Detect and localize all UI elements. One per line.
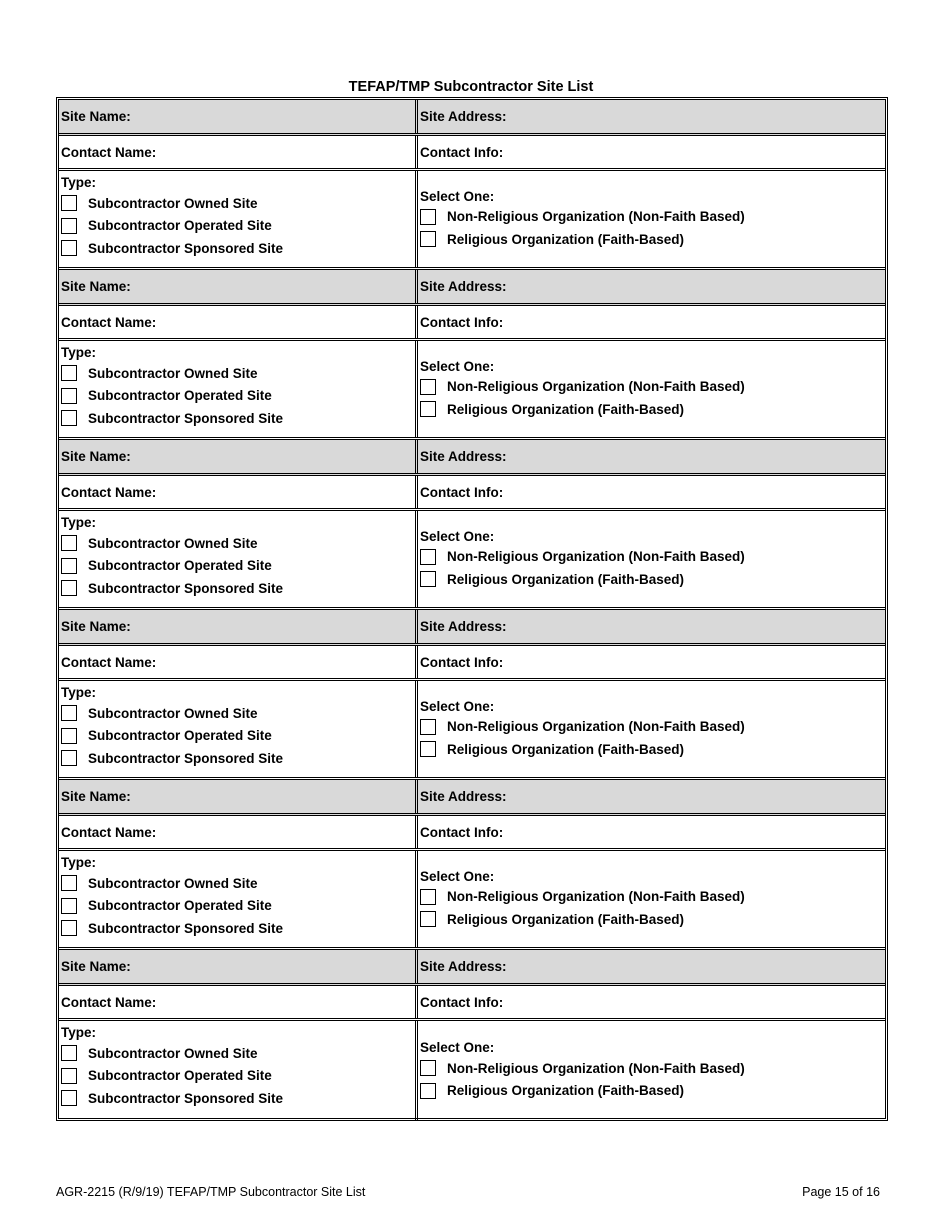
contact-name-field[interactable]: [59, 306, 418, 338]
contact-row: [59, 986, 885, 1021]
contact-row: [59, 646, 885, 681]
site-address-label: Site Address:: [420, 279, 507, 294]
owned-site-label: Subcontractor Owned Site: [88, 705, 258, 721]
organization-group: [418, 171, 885, 267]
site-name-field[interactable]: [59, 100, 418, 133]
type-row: [59, 511, 885, 610]
owned-site-checkbox[interactable]: [61, 705, 77, 721]
non-religious-label: Non-Religious Organization (Non-Faith Based): [447, 889, 745, 905]
site-entry: [59, 610, 885, 780]
organization-group: [418, 1021, 885, 1120]
sponsored-site-label: Subcontractor Sponsored Site: [88, 240, 284, 256]
contact-info-field[interactable]: [418, 816, 885, 848]
org-option-non-religious[interactable]: [420, 886, 883, 909]
contact-name-field[interactable]: [59, 816, 418, 848]
type-row: [59, 171, 885, 270]
footer-form-id: AGR-2215 (R/9/19) TEFAP/TMP Subcontractor Site List: [56, 1185, 366, 1199]
type-option-operated[interactable]: [61, 895, 413, 918]
contact-name-field[interactable]: [59, 986, 418, 1018]
sponsored-site-label: Subcontractor Sponsored Site: [88, 750, 284, 766]
org-option-religious[interactable]: [420, 738, 883, 761]
type-option-operated[interactable]: [61, 725, 413, 748]
operated-site-checkbox[interactable]: [61, 388, 77, 404]
site-name-label: Site Name:: [61, 449, 131, 464]
non-religious-checkbox[interactable]: [420, 889, 436, 905]
site-name-label: Site Name:: [61, 959, 131, 974]
type-group: [59, 341, 418, 437]
type-option-sponsored[interactable]: [61, 237, 413, 260]
site-name-field[interactable]: [59, 440, 418, 473]
select-one-label: Select One:: [420, 698, 495, 714]
contact-name-label: Contact Name:: [61, 144, 157, 160]
contact-info-field[interactable]: [418, 646, 885, 678]
type-group: [59, 171, 418, 267]
contact-name-label: Contact Name:: [61, 314, 157, 330]
site-entry: [59, 440, 885, 610]
site-address-label: Site Address:: [420, 789, 507, 804]
type-option-owned[interactable]: [61, 702, 413, 725]
non-religious-label: Non-Religious Organization (Non-Faith Based): [447, 1060, 745, 1076]
site-address-label: Site Address:: [420, 109, 507, 124]
contact-info-label: Contact Info:: [420, 994, 504, 1010]
select-one-label: Select One:: [420, 358, 495, 374]
sponsored-site-label: Subcontractor Sponsored Site: [88, 920, 284, 936]
religious-label: Religious Organization (Faith-Based): [447, 1083, 685, 1099]
type-label: Type:: [61, 685, 97, 700]
type-option-operated[interactable]: [61, 555, 413, 578]
type-option-owned[interactable]: [61, 1042, 413, 1065]
operated-site-label: Subcontractor Operated Site: [88, 388, 272, 404]
non-religious-label: Non-Religious Organization (Non-Faith Based): [447, 719, 745, 735]
site-header-row: [59, 100, 885, 136]
contact-name-label: Contact Name:: [61, 484, 157, 500]
site-entry: [59, 950, 885, 1120]
non-religious-checkbox[interactable]: [420, 209, 436, 225]
site-name-field[interactable]: [59, 780, 418, 813]
type-option-operated[interactable]: [61, 385, 413, 408]
operated-site-checkbox[interactable]: [61, 728, 77, 744]
contact-info-field[interactable]: [418, 136, 885, 168]
religious-label: Religious Organization (Faith-Based): [447, 231, 685, 247]
org-option-religious[interactable]: [420, 1080, 883, 1103]
site-entry: [59, 780, 885, 950]
site-address-field[interactable]: [418, 270, 885, 303]
type-group: [59, 1021, 418, 1120]
organization-group: [418, 341, 885, 437]
site-name-label: Site Name:: [61, 789, 131, 804]
organization-group: [418, 681, 885, 777]
owned-site-checkbox[interactable]: [61, 365, 77, 381]
site-header-row: [59, 780, 885, 816]
operated-site-checkbox[interactable]: [61, 558, 77, 574]
contact-info-field[interactable]: [418, 306, 885, 338]
site-header-row: [59, 440, 885, 476]
operated-site-checkbox[interactable]: [61, 1068, 77, 1084]
org-option-religious[interactable]: [420, 568, 883, 591]
site-name-label: Site Name:: [61, 619, 131, 634]
contact-info-label: Contact Info:: [420, 144, 504, 160]
type-label: Type:: [61, 345, 97, 360]
religious-checkbox[interactable]: [420, 401, 436, 417]
type-row: [59, 681, 885, 780]
type-option-sponsored[interactable]: [61, 1087, 413, 1110]
type-option-owned[interactable]: [61, 872, 413, 895]
contact-name-label: Contact Name:: [61, 824, 157, 840]
operated-site-label: Subcontractor Operated Site: [88, 898, 272, 914]
non-religious-label: Non-Religious Organization (Non-Faith Based): [447, 209, 745, 225]
site-name-field[interactable]: [59, 610, 418, 643]
contact-name-label: Contact Name:: [61, 994, 157, 1010]
site-address-field[interactable]: [418, 780, 885, 813]
type-option-sponsored[interactable]: [61, 577, 413, 600]
sponsored-site-checkbox[interactable]: [61, 750, 77, 766]
org-option-religious[interactable]: [420, 908, 883, 931]
type-option-sponsored[interactable]: [61, 917, 413, 940]
type-option-sponsored[interactable]: [61, 407, 413, 430]
type-row: [59, 1021, 885, 1120]
org-option-non-religious[interactable]: [420, 546, 883, 569]
site-address-field[interactable]: [418, 610, 885, 643]
non-religious-label: Non-Religious Organization (Non-Faith Based): [447, 549, 745, 565]
type-label: Type:: [61, 175, 97, 190]
sponsored-site-checkbox[interactable]: [61, 410, 77, 426]
type-row: [59, 341, 885, 440]
org-option-religious[interactable]: [420, 398, 883, 421]
operated-site-checkbox[interactable]: [61, 218, 77, 234]
religious-label: Religious Organization (Faith-Based): [447, 911, 685, 927]
type-group: [59, 681, 418, 777]
sponsored-site-label: Subcontractor Sponsored Site: [88, 1090, 284, 1106]
contact-row: [59, 816, 885, 851]
site-address-label: Site Address:: [420, 449, 507, 464]
sponsored-site-checkbox[interactable]: [61, 580, 77, 596]
site-entry: [59, 100, 885, 270]
org-option-non-religious[interactable]: [420, 206, 883, 229]
sponsored-site-label: Subcontractor Sponsored Site: [88, 410, 284, 426]
owned-site-label: Subcontractor Owned Site: [88, 875, 258, 891]
contact-row: [59, 136, 885, 171]
type-group: [59, 511, 418, 607]
religious-checkbox[interactable]: [420, 1083, 436, 1099]
site-header-row: [59, 610, 885, 646]
non-religious-checkbox[interactable]: [420, 379, 436, 395]
non-religious-checkbox[interactable]: [420, 1060, 436, 1076]
site-address-field[interactable]: [418, 950, 885, 983]
contact-name-field[interactable]: [59, 476, 418, 508]
operated-site-checkbox[interactable]: [61, 898, 77, 914]
type-label: Type:: [61, 1025, 97, 1040]
owned-site-label: Subcontractor Owned Site: [88, 535, 258, 551]
contact-name-label: Contact Name:: [61, 654, 157, 670]
sponsored-site-checkbox[interactable]: [61, 1090, 77, 1106]
sponsored-site-label: Subcontractor Sponsored Site: [88, 580, 284, 596]
sponsored-site-checkbox[interactable]: [61, 920, 77, 936]
religious-checkbox[interactable]: [420, 571, 436, 587]
type-group: [59, 851, 418, 947]
footer-page-number: Page 15 of 16: [802, 1185, 880, 1199]
operated-site-label: Subcontractor Operated Site: [88, 1068, 272, 1084]
operated-site-label: Subcontractor Operated Site: [88, 728, 272, 744]
owned-site-label: Subcontractor Owned Site: [88, 365, 258, 381]
owned-site-checkbox[interactable]: [61, 875, 77, 891]
religious-checkbox[interactable]: [420, 911, 436, 927]
type-row: [59, 851, 885, 950]
type-label: Type:: [61, 515, 97, 530]
organization-group: [418, 511, 885, 607]
contact-info-field[interactable]: [418, 476, 885, 508]
site-entry: [59, 270, 885, 440]
type-option-sponsored[interactable]: [61, 747, 413, 770]
type-option-operated[interactable]: [61, 1065, 413, 1088]
religious-checkbox[interactable]: [420, 231, 436, 247]
owned-site-checkbox[interactable]: [61, 195, 77, 211]
site-name-field[interactable]: [59, 270, 418, 303]
type-option-operated[interactable]: [61, 215, 413, 238]
select-one-label: Select One:: [420, 528, 495, 544]
religious-label: Religious Organization (Faith-Based): [447, 741, 685, 757]
contact-info-label: Contact Info:: [420, 484, 504, 500]
site-address-field[interactable]: [418, 440, 885, 473]
site-name-label: Site Name:: [61, 279, 131, 294]
organization-group: [418, 851, 885, 947]
site-header-row: [59, 270, 885, 306]
religious-label: Religious Organization (Faith-Based): [447, 571, 685, 587]
operated-site-label: Subcontractor Operated Site: [88, 218, 272, 234]
site-name-field[interactable]: [59, 950, 418, 983]
owned-site-checkbox[interactable]: [61, 535, 77, 551]
contact-name-field[interactable]: [59, 136, 418, 168]
sponsored-site-checkbox[interactable]: [61, 240, 77, 256]
org-option-religious[interactable]: [420, 228, 883, 251]
non-religious-checkbox[interactable]: [420, 549, 436, 565]
religious-checkbox[interactable]: [420, 741, 436, 757]
select-one-label: Select One:: [420, 868, 495, 884]
contact-info-field[interactable]: [418, 986, 885, 1018]
type-option-owned[interactable]: [61, 362, 413, 385]
org-option-non-religious[interactable]: [420, 1057, 883, 1080]
non-religious-checkbox[interactable]: [420, 719, 436, 735]
site-list-table: [56, 97, 888, 1121]
contact-info-label: Contact Info:: [420, 314, 504, 330]
contact-row: [59, 476, 885, 511]
site-address-label: Site Address:: [420, 959, 507, 974]
type-label: Type:: [61, 855, 97, 870]
owned-site-label: Subcontractor Owned Site: [88, 195, 258, 211]
owned-site-label: Subcontractor Owned Site: [88, 1045, 258, 1061]
site-address-field[interactable]: [418, 100, 885, 133]
contact-name-field[interactable]: [59, 646, 418, 678]
select-one-label: Select One:: [420, 188, 495, 204]
contact-info-label: Contact Info:: [420, 654, 504, 670]
site-name-label: Site Name:: [61, 109, 131, 124]
contact-row: [59, 306, 885, 341]
org-option-non-religious[interactable]: [420, 716, 883, 739]
page-title: TEFAP/TMP Subcontractor Site List: [348, 79, 594, 95]
non-religious-label: Non-Religious Organization (Non-Faith Based): [447, 379, 745, 395]
select-one-label: Select One:: [420, 1040, 495, 1055]
type-option-owned[interactable]: [61, 192, 413, 215]
org-option-non-religious[interactable]: [420, 376, 883, 399]
owned-site-checkbox[interactable]: [61, 1045, 77, 1061]
operated-site-label: Subcontractor Operated Site: [88, 558, 272, 574]
contact-info-label: Contact Info:: [420, 824, 504, 840]
type-option-owned[interactable]: [61, 532, 413, 555]
site-address-label: Site Address:: [420, 619, 507, 634]
religious-label: Religious Organization (Faith-Based): [447, 401, 685, 417]
site-header-row: [59, 950, 885, 986]
